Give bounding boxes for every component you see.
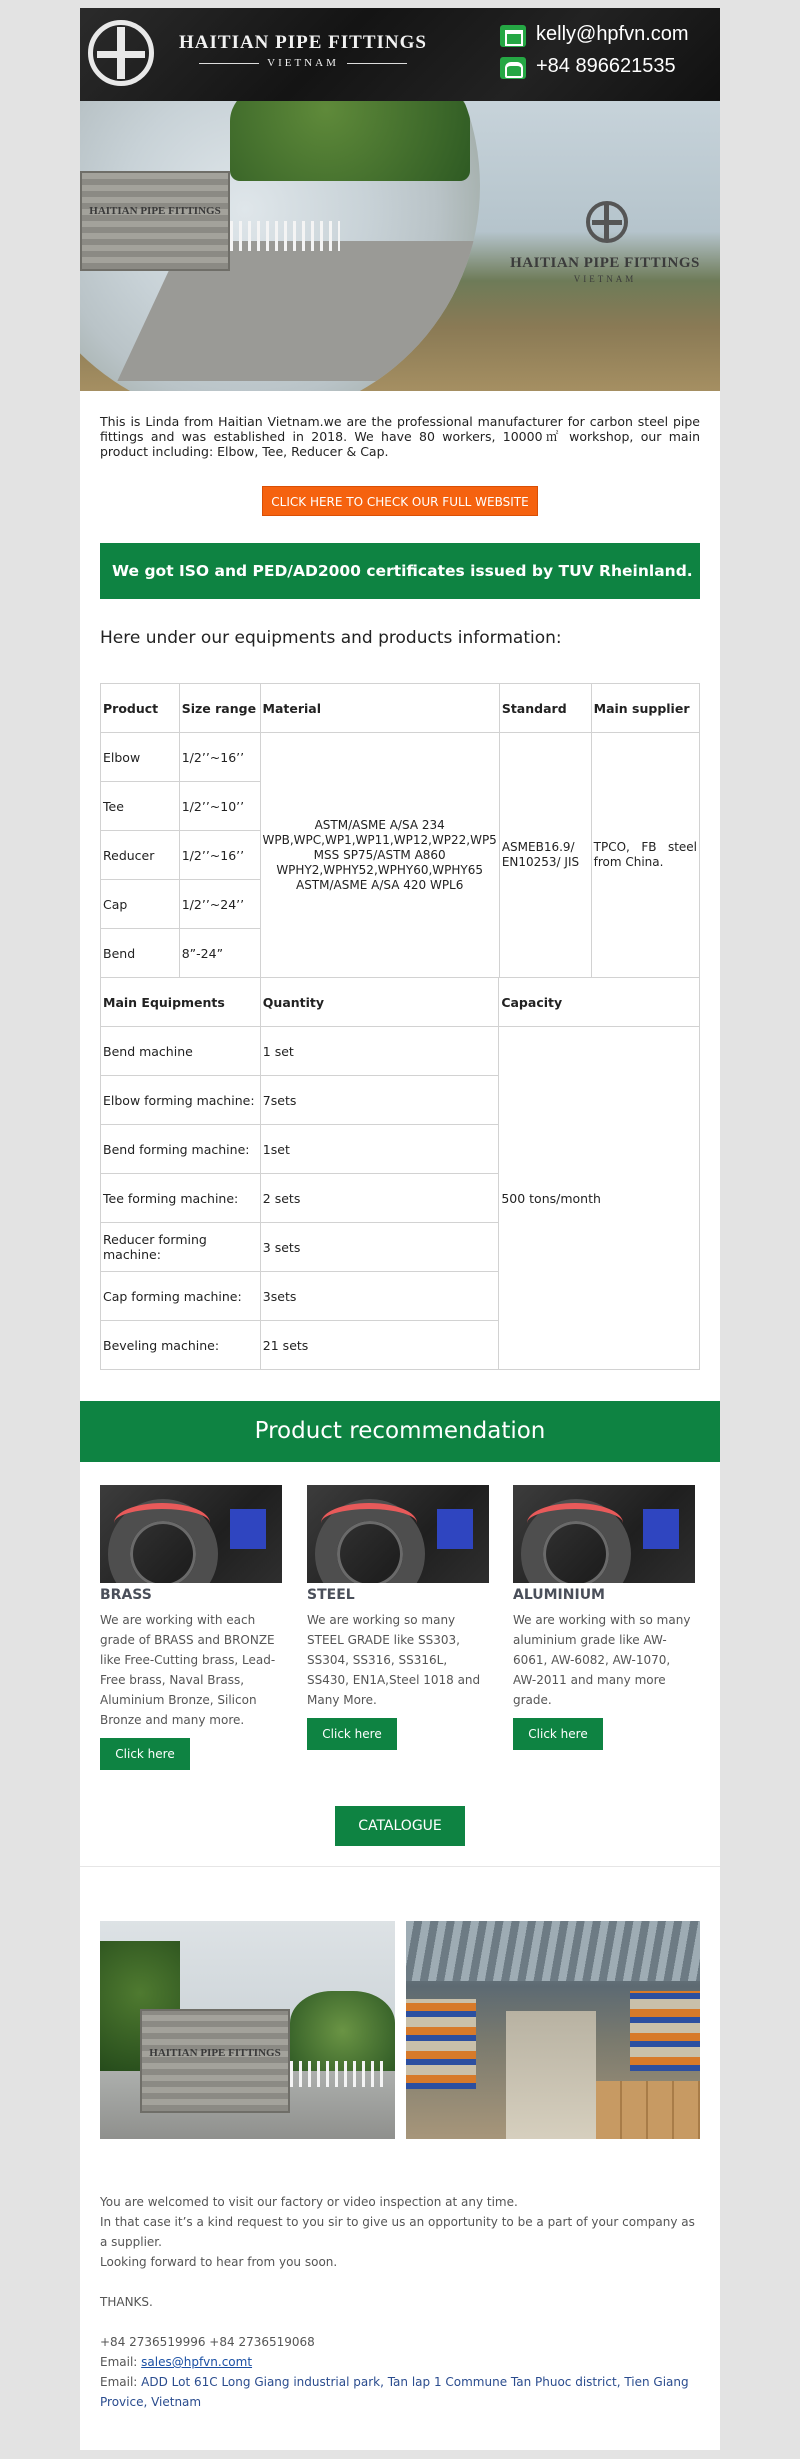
catalogue-button[interactable]: CATALOGUE — [335, 1806, 465, 1846]
footer-spacer — [100, 2272, 700, 2292]
brand-line-1: HAITIAN PIPE FITTINGS — [179, 32, 427, 53]
product-card-aluminium — [513, 1485, 695, 1750]
hero-brand-line-1: HAITIAN PIPE FITTINGS — [510, 255, 700, 271]
header-cell: Main Equipments — [101, 978, 261, 1027]
footer-thanks: THANKS. — [100, 2295, 153, 2309]
hero-fence — [230, 221, 340, 251]
hero-factory-photo — [80, 101, 480, 391]
product-card-title: ALUMINIUM — [513, 1587, 605, 1603]
size-cell: 1/2’’~16’’ — [179, 831, 260, 880]
footer-line: In that case it’s a kind request to you sir to give us an opportunity to be a part of your company as a supplier. — [100, 2215, 695, 2249]
size-cell: 1/2’’~24’’ — [179, 880, 260, 929]
product-image — [100, 1485, 282, 1583]
equipment-name-cell: Reducer forming machine: — [101, 1223, 261, 1272]
header-cell: Capacity — [499, 978, 700, 1027]
pipe-glow — [114, 1503, 210, 1543]
material-line: MSS SP75/ASTM A860 — [313, 847, 446, 862]
hero-banner-image — [80, 101, 720, 391]
product-image — [307, 1485, 489, 1583]
divider — [80, 1866, 720, 1867]
material-cell — [260, 733, 499, 978]
company-logo-icon — [88, 20, 154, 86]
footer-email-line — [100, 2352, 700, 2372]
product-recommendation-banner: Product recommendation — [80, 1401, 720, 1462]
products-table — [100, 683, 700, 978]
header-cell: Product — [101, 684, 180, 733]
equipment-name-cell: Cap forming machine: — [101, 1272, 261, 1321]
hero-brand-line-2: VIETNAM — [573, 274, 637, 284]
size-cell: 1/2’’~16’’ — [179, 733, 260, 782]
equipment-name-cell: Tee forming machine: — [101, 1174, 261, 1223]
sample-bag — [437, 1509, 473, 1549]
warehouse-crates — [596, 2081, 700, 2139]
product-cell: Elbow — [101, 733, 180, 782]
product-card-text: We are working with so many aluminium grade like AW-6061, AW-6082, AW-1070, AW-2011 and many more grade. — [513, 1613, 691, 1707]
contact-phone-text: +84 896621535 — [536, 55, 676, 77]
product-cell: Tee — [101, 782, 180, 831]
quantity-cell: 1set — [260, 1125, 499, 1174]
equipment-name-cell: Bend forming machine: — [101, 1125, 261, 1174]
footer-line: You are welcomed to visit our factory or video inspection at any time. — [100, 2195, 518, 2209]
equipment-table — [100, 977, 700, 1370]
mail-icon — [500, 25, 526, 47]
quantity-cell: 7sets — [260, 1076, 499, 1125]
email-body — [80, 8, 720, 2450]
quantity-cell: 1 set — [260, 1027, 499, 1076]
material-line: ASTM/ASME A/SA 234 — [314, 817, 445, 832]
footer-email-label: Email: — [100, 2355, 142, 2369]
brand-line-2: VIETNAM — [168, 57, 438, 69]
warehouse-floor — [506, 2011, 596, 2139]
table-row — [101, 1027, 700, 1076]
size-cell: 1/2’’~10’’ — [179, 782, 260, 831]
standard-line: ASMEB16.9/ — [501, 840, 575, 854]
material-line: ASTM/ASME A/SA 420 WPL6 — [295, 877, 464, 892]
header-cell: Quantity — [260, 978, 499, 1027]
header-cell: Material — [260, 684, 499, 733]
pipe-glow — [321, 1503, 417, 1543]
equipment-name-cell: Beveling machine: — [101, 1321, 261, 1370]
hero-brand — [490, 255, 720, 284]
photo-wall-sign: HAITIAN PIPE FITTINGS — [149, 2047, 281, 2059]
warehouse-roof — [406, 1921, 700, 1981]
material-line: WPB,WPC,WP1,WP11,WP12,WP22,WP5 — [262, 832, 497, 847]
header-cell: Size range — [179, 684, 260, 733]
footer-phones: +84 2736519996 +84 2736519068 — [100, 2335, 315, 2349]
quantity-cell: 21 sets — [260, 1321, 499, 1370]
click-here-button[interactable]: Click here — [513, 1718, 603, 1750]
product-cell: Cap — [101, 880, 180, 929]
equipment-name-cell: Elbow forming machine: — [101, 1076, 261, 1125]
quantity-cell: 3sets — [260, 1272, 499, 1321]
quantity-cell: 2 sets — [260, 1174, 499, 1223]
table-row — [101, 733, 700, 782]
footer-text — [100, 2192, 700, 2412]
material-line: WPHY2,WPHY52,WPHY60,WPHY65 — [276, 862, 484, 877]
hero-gate-wall — [80, 171, 230, 271]
footer-address-label: Email: — [100, 2375, 142, 2389]
footer-spacer — [100, 2312, 700, 2332]
hero-trees — [230, 101, 470, 181]
factory-gate-photo — [100, 1921, 395, 2139]
product-cell: Reducer — [101, 831, 180, 880]
pipe-glow — [527, 1503, 623, 1543]
standard-line: EN10253/ JIS — [501, 855, 580, 869]
product-card-title: BRASS — [100, 1587, 152, 1603]
photo-gate-wall — [140, 2009, 290, 2113]
footer-address-line — [100, 2372, 700, 2412]
photo-fence — [290, 2061, 385, 2087]
header-cell: Main supplier — [591, 684, 699, 733]
hero-logo-icon — [586, 201, 628, 243]
sample-bag — [643, 1509, 679, 1549]
footer-email-link[interactable]: sales@hpfvn.comt — [141, 2355, 253, 2369]
warehouse-rack — [630, 1991, 700, 2071]
size-cell: 8”-24” — [179, 929, 260, 978]
warehouse-photo — [406, 1921, 700, 2139]
product-image — [513, 1485, 695, 1583]
intro-text: This is Linda from Haitian Vietnam.we are the professional manufacturer for carbon steel pipe fittings and was established in 2018. We have 80 workers, 10000㎡ workshop, our main product including: Elbow, Tee, Reducer & Cap. — [100, 414, 700, 459]
sample-bag — [230, 1509, 266, 1549]
product-card-brass — [100, 1485, 282, 1770]
header — [80, 8, 720, 101]
product-cell: Bend — [101, 929, 180, 978]
product-card-text: We are working so many STEEL GRADE like SS303, SS304, SS316, SS316L, SS430, EN1A,Steel 1018 and Many More. — [307, 1613, 481, 1707]
hero-wall-sign: HAITIAN PIPE FITTINGS — [89, 205, 221, 217]
table-header-row — [101, 684, 700, 733]
supplier-cell: TPCO, FB steel from China. — [591, 733, 699, 978]
equipment-heading: Here under our equipments and products information: — [100, 628, 562, 648]
click-here-button[interactable]: Click here — [100, 1738, 190, 1770]
product-card-title: STEEL — [307, 1587, 355, 1603]
phone-icon — [500, 57, 526, 79]
click-here-button[interactable]: Click here — [307, 1718, 397, 1750]
footer-address: ADD Lot 61C Long Giang industrial park, Tan lap 1 Commune Tan Phuoc district, Tien Giang Provice, Vietnam — [100, 2375, 689, 2409]
capacity-cell: 500 tons/month — [499, 1027, 700, 1370]
header-cell: Standard — [499, 684, 591, 733]
photo-trees — [290, 1991, 395, 2071]
standard-cell — [499, 733, 591, 978]
warehouse-rack — [406, 1999, 476, 2089]
product-card-text: We are working with each grade of BRASS and BRONZE like Free-Cutting brass, Lead-Free brass, Naval Brass, Aluminium Bronze, Silicon Bronze and many more. — [100, 1613, 276, 1727]
product-card-steel — [307, 1485, 489, 1750]
brand-name — [168, 32, 438, 69]
iso-banner: We got ISO and PED/AD2000 certificates issued by TUV Rheinland. — [100, 543, 700, 599]
footer-line: Looking forward to hear from you soon. — [100, 2255, 338, 2269]
table-header-row — [101, 978, 700, 1027]
equipment-name-cell: Bend machine — [101, 1027, 261, 1076]
contact-email-text: kelly@hpfvn.com — [536, 23, 689, 45]
quantity-cell: 3 sets — [260, 1223, 499, 1272]
website-button[interactable]: CLICK HERE TO CHECK OUR FULL WEBSITE — [262, 486, 538, 516]
